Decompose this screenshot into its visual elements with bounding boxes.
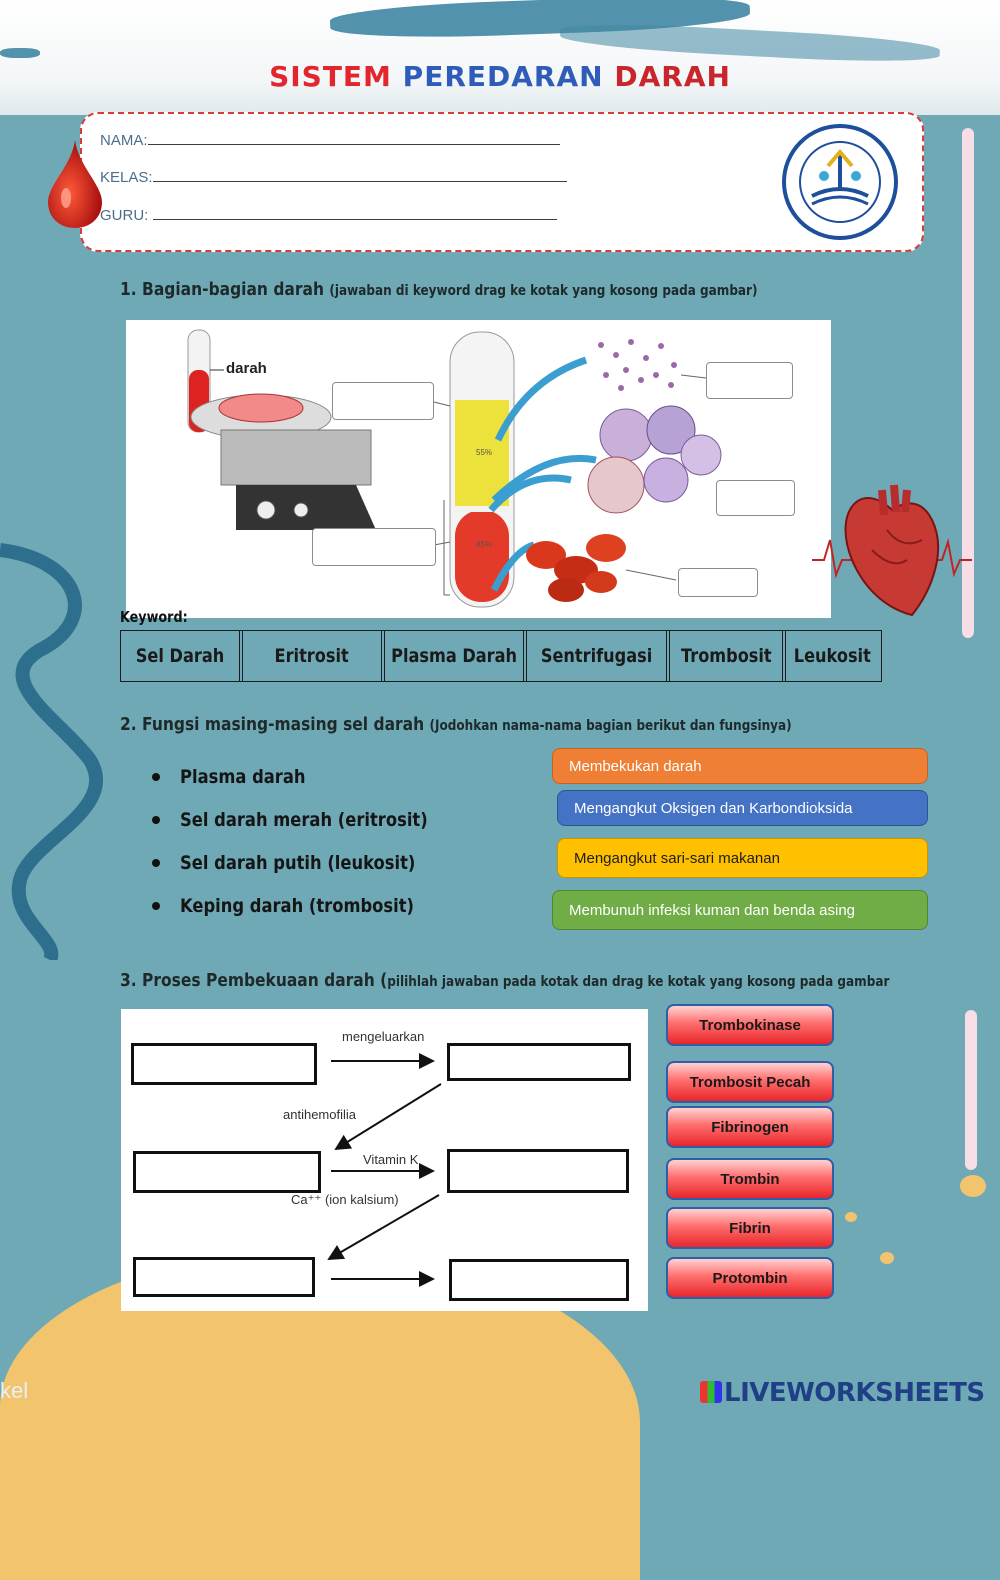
answer-chip[interactable] xyxy=(666,1004,834,1046)
name-label: NAMA: xyxy=(100,132,148,149)
keyword-bank xyxy=(120,630,882,682)
section1-hint: (jawaban di keyword drag ke kotak yang kosong pada gambar) xyxy=(329,283,758,299)
list-item-label: Sel darah putih (leukosit) xyxy=(180,851,416,874)
blood-part-list xyxy=(152,755,468,927)
function-text: Membekukan darah xyxy=(569,757,702,775)
answer-text: Trombosit Pecah xyxy=(689,1073,811,1091)
section3-heading xyxy=(120,970,889,991)
title-word: DARAH xyxy=(614,60,731,93)
answer-text: Fibrin xyxy=(729,1219,771,1237)
answer-chip[interactable] xyxy=(666,1158,834,1200)
cream-dot-decoration xyxy=(845,1212,857,1222)
section2-hint: (Jodohkan nama-nama bagian berikut dan fungsinya) xyxy=(429,718,792,734)
function-card[interactable] xyxy=(557,838,928,878)
function-text: Membunuh infeksi kuman dan benda asing xyxy=(569,901,856,919)
page-title xyxy=(0,60,1000,93)
heart-icon xyxy=(812,470,972,630)
liveworksheets-logo[interactable] xyxy=(700,1378,985,1408)
clotting-diagram xyxy=(121,1009,648,1311)
liveworksheets-icon xyxy=(700,1381,722,1403)
keyword-text: Trombosit xyxy=(680,645,772,667)
drop-target-plasma[interactable] xyxy=(332,382,434,420)
section3-title: 3. Proses Pembekuaan darah ( xyxy=(120,970,388,991)
section2-title: 2. Fungsi masing-masing sel darah xyxy=(120,714,425,735)
keyword-text: Eritrosit xyxy=(274,645,350,667)
keyword-text: Sel Darah xyxy=(135,645,225,667)
list-item[interactable] xyxy=(152,798,468,841)
brush-decoration xyxy=(0,48,40,58)
list-item-label: Sel darah merah (eritrosit) xyxy=(180,808,428,831)
answer-text: Protombin xyxy=(712,1269,788,1287)
answer-chip[interactable] xyxy=(666,1207,834,1249)
keyword-text: Sentrifugasi xyxy=(540,645,653,667)
cream-dot-decoration xyxy=(960,1175,986,1197)
teacher-label: GURU: xyxy=(100,207,153,224)
section1-heading xyxy=(120,279,758,300)
list-item-label: Keping darah (trombosit) xyxy=(180,894,415,917)
answer-chip[interactable] xyxy=(666,1061,834,1103)
drop-target-trombosit[interactable] xyxy=(706,362,793,399)
section2-heading xyxy=(120,714,792,735)
cells-percent: 45% xyxy=(476,540,493,549)
section3-hint: pilihlah jawaban pada kotak dan drag ke kotak yang kosong pada gambar xyxy=(387,974,890,990)
drop-target-eritrosit[interactable] xyxy=(678,568,758,597)
keyword-chip[interactable] xyxy=(385,631,527,681)
function-card[interactable] xyxy=(557,790,928,826)
answer-text: Trombin xyxy=(720,1170,780,1188)
list-item[interactable] xyxy=(152,884,468,927)
function-text: Mengangkut Oksigen dan Karbondioksida xyxy=(574,799,853,817)
keyword-chip[interactable] xyxy=(121,631,243,681)
answer-chip[interactable] xyxy=(666,1106,834,1148)
function-text: Mengangkut sari-sari makanan xyxy=(574,849,780,867)
keyword-text: Plasma Darah xyxy=(391,645,517,667)
section1-title: 1. Bagian-bagian darah xyxy=(120,279,324,300)
mengeluarkan-label: mengeluarkan xyxy=(342,1029,425,1044)
title-word: PEREDARAN xyxy=(402,60,604,93)
teacher-field[interactable] xyxy=(100,205,557,224)
antihemofilia-label: antihemofilia xyxy=(283,1107,356,1122)
title-word: SISTEM xyxy=(269,60,392,93)
keyword-chip[interactable] xyxy=(670,631,786,681)
liveworksheets-text: LIVEWORKSHEETS xyxy=(724,1378,985,1408)
darah-label: darah xyxy=(226,360,267,377)
function-card[interactable] xyxy=(552,748,928,784)
function-card[interactable] xyxy=(552,890,928,930)
plasma-percent: 55% xyxy=(476,448,493,457)
keyword-text: Leukosit xyxy=(793,645,871,667)
vitamin-k-label: Vitamin K xyxy=(363,1152,419,1167)
school-logo xyxy=(780,122,900,242)
class-field[interactable] xyxy=(100,167,567,186)
drop-target-sel-darah[interactable] xyxy=(312,528,436,566)
answer-text: Trombokinase xyxy=(699,1016,801,1034)
keyword-chip[interactable] xyxy=(786,631,878,681)
list-item[interactable] xyxy=(152,755,468,798)
blood-drop-icon xyxy=(48,140,102,228)
keyword-chip[interactable] xyxy=(527,631,670,681)
answer-chip[interactable] xyxy=(666,1257,834,1299)
wave-decoration xyxy=(0,540,110,960)
answer-text: Fibrinogen xyxy=(711,1118,789,1136)
cream-dot-decoration xyxy=(880,1252,894,1264)
keyword-chip[interactable] xyxy=(243,631,385,681)
name-field[interactable] xyxy=(100,130,560,149)
drop-target-leukosit[interactable] xyxy=(716,480,795,516)
footer-left-mark: kel xyxy=(0,1378,29,1403)
keyword-label: Keyword: xyxy=(120,608,188,626)
pink-stripe-decoration xyxy=(965,1010,977,1170)
class-label: KELAS: xyxy=(100,169,153,186)
calcium-label: Ca⁺⁺ (ion kalsium) xyxy=(291,1192,399,1207)
list-item[interactable] xyxy=(152,841,468,884)
centrifuge-diagram xyxy=(126,320,831,618)
list-item-label: Plasma darah xyxy=(180,765,306,788)
